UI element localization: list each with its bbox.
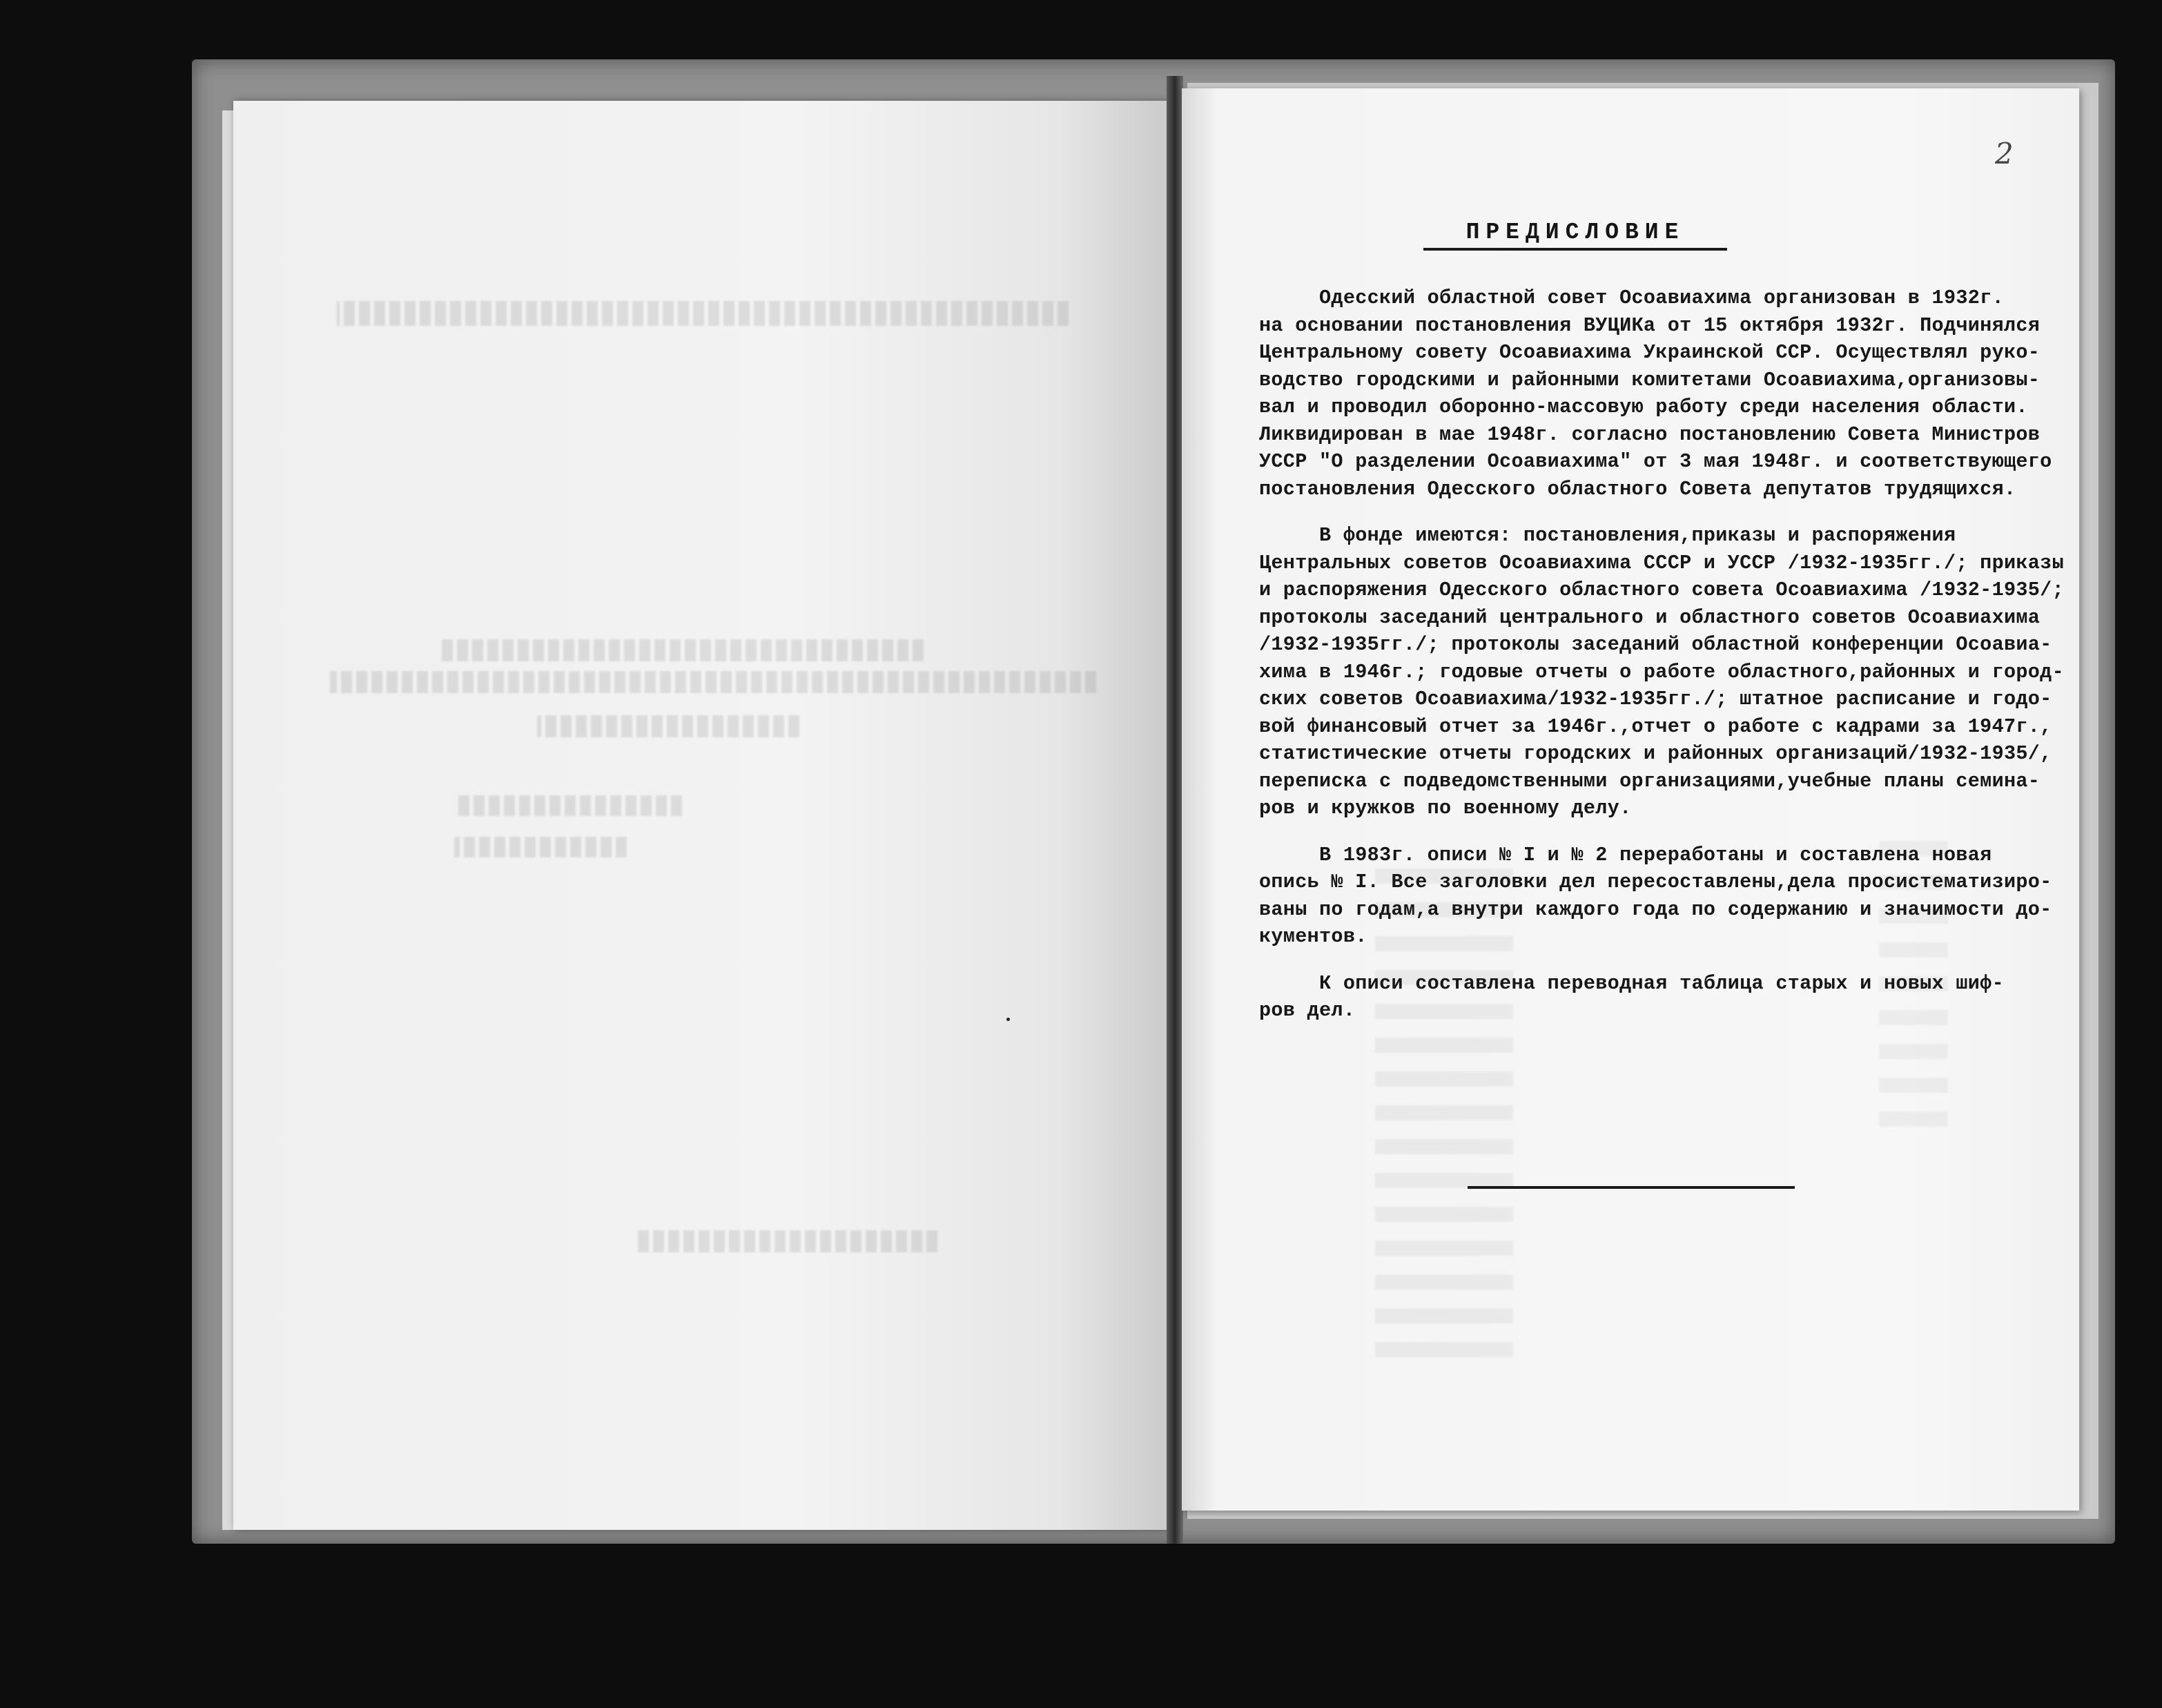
text-line: переписка с подведомственными организациями,учебные планы семина- [1259, 769, 2041, 793]
text-line: опись № I. Все заголовки дел пересоставлены,дела просистематизиро- [1259, 871, 2052, 893]
text-line: /1932-1935гг./; протоколы заседаний областной конференции Осоавиа- [1259, 633, 2052, 656]
text-line: вой финансовый отчет за 1946г.,отчет о работе с кадрами за 1947г., [1259, 715, 2052, 738]
text-line: Центральному совету Осоавиахима Украинской ССР. Осуществлял руко- [1259, 341, 2041, 364]
text-line: хима в 1946г.; годовые отчеты о работе областного,районных и город- [1259, 660, 2064, 683]
bleed-through-line [454, 837, 627, 857]
text-line: водство городскими и районными комитетами Осоавиахима,организовы- [1259, 368, 2041, 391]
text-line: ваны по годам,а внутри каждого года по содержанию и значимости до- [1259, 897, 2052, 921]
bleed-through-line [634, 1230, 937, 1252]
text-line: на основании постановления ВУЦИКа от 15 октября 1932г. Подчинялся [1259, 313, 2041, 337]
paragraph [1259, 284, 2071, 503]
paragraph [1259, 842, 2071, 951]
text-line: Одесский областной совет Осоавиахима организован в 1932г. [1259, 287, 2004, 309]
document-title: ПРЕДИСЛОВИЕ [1423, 220, 1727, 251]
text-line: статистические отчеты городских и районных организаций/1932-1935/, [1259, 742, 2052, 765]
text-line: ров и кружков по военному делу. [1259, 797, 1632, 819]
preface-body [1259, 284, 2071, 1025]
page-number: 2 [1995, 137, 2014, 171]
text-line: вал и проводил оборонно-массовую работу среди населения области. [1259, 396, 2028, 418]
text-line: ров дел. [1259, 999, 1356, 1022]
bleed-through-line [537, 715, 799, 737]
bleed-through-line [337, 301, 1069, 326]
bleed-through-line [440, 639, 924, 661]
text-line: Центральных советов Осоавиахима СССР и УССР /1932-1935гг./; приказы [1259, 551, 2064, 574]
left-page [233, 101, 1173, 1530]
text-line: кументов. [1259, 925, 1367, 948]
text-line: постановления Одесского областного Совета депутатов трудящихся. [1259, 477, 2016, 501]
paragraph [1259, 522, 2071, 822]
paper-speck [1006, 1018, 1010, 1021]
paragraph [1259, 970, 2071, 1025]
closing-rule [1468, 1186, 1795, 1189]
bleed-through-line [330, 671, 1096, 693]
text-line: В 1983г. описи № I и № 2 переработаны и составлена новая [1259, 843, 1992, 866]
text-line: К описи составлена переводная таблица старых и новых шиф- [1259, 971, 2004, 995]
text-line: протоколы заседаний центрального и областного советов Осоавиахима [1259, 605, 2041, 629]
text-line: В фонде имеются: постановления,приказы и распоряжения [1259, 524, 1956, 547]
binding-spine [1167, 76, 1183, 1544]
text-line: Ликвидирован в мае 1948г. согласно постановлению Совета Министров [1259, 423, 2041, 446]
text-line: и распоряжения Одесского областного совета Осоавиахима /1932-1935/; [1259, 579, 2064, 601]
text-line: УССР "О разделении Осоавиахима" от 3 мая 1948г. и соответствующего [1259, 450, 2052, 473]
text-line: ских советов Осоавиахима/1932-1935гг./; штатное расписание и годо- [1259, 688, 2052, 710]
bleed-through-line [454, 795, 682, 816]
